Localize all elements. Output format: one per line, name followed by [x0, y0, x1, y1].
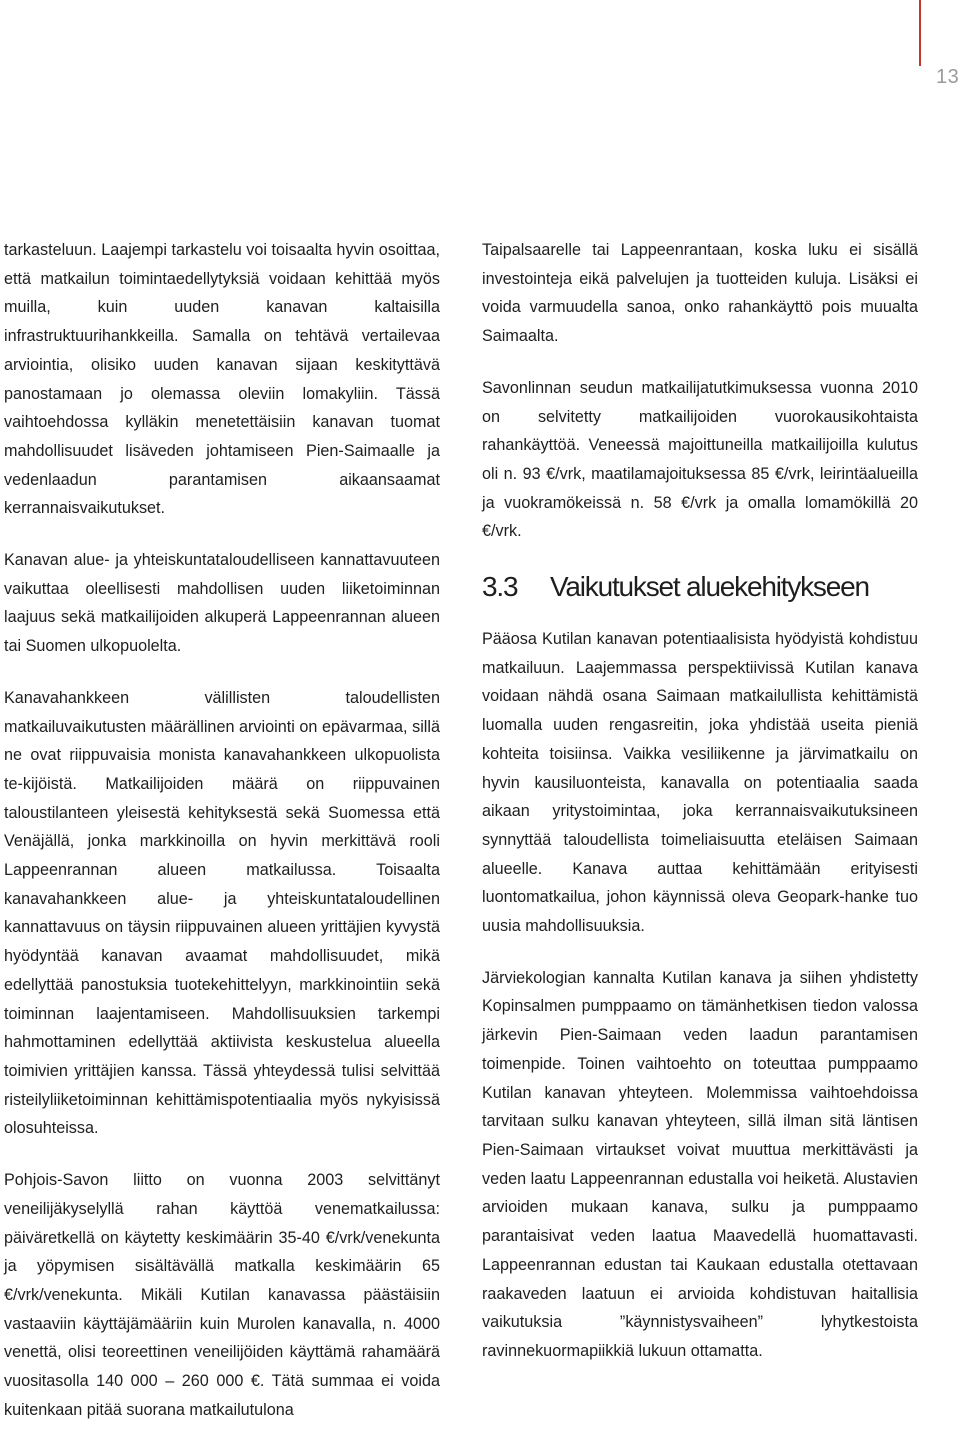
paragraph: Pääosa Kutilan kanavan potentiaalisista hyödyistä kohdistuu matkailuun. Laajemmassa perspektiivissä Kutilan kanava voidaan nähdä osana Saimaan matkailullista kehittämistä luomalla uuden rengasreitin, joka yhdistää useita pieniä kohteita toisiinsa. Vaikka vesiliikenne ja järvimatkailu on hyvin kausiluonteista, kanavalla on potentiaalia saada aikaan yritystoimintaa, joka kerrannaisvaikutuksineen synnyttää taloudellista toimeliaisuutta eteläisen Saimaan alueelle. Kanava auttaa kehittämään erityisesti luontomatkailua, johon käynnissä oleva Geopark-hanke tuo uusia mahdollisuuksia. [482, 630, 918, 936]
paragraph: Kanavahankkeen välillisten taloudellisten matkailuvaikutusten määrällinen arviointi on epävarmaa, sillä ne ovat riippuvaisia monista kanavahankkeen ulkopuolista te-kijöistä. Matkailijoiden määrä on riippuvainen taloustilanteen yleisestä kehityksestä sekä Suomessa että Venäjällä, jonka markkinoilla on hyvin merkittävä rooli Lappeenrannan alueen matkailussa. Toisaalta kanavahankkeen alue- ja yhteiskuntataloudellinen kannattavuus on täysin riippuvainen alueen yrittäjien kyvystä hyödyntää kanavan avaamat mahdollisuudet, mikä edellyttää panostuksia tuotekehittelyyn, markkinointiin sekä toiminnan laajentamiseen. Mahdollisuuksien tarkempi hahmottaminen edellyttää aktiivista keskustelua alueella toimivien yrittäjien kanssa. Tässä yhteydessä tulisi selvittää risteilyliiketoiminnan kehittämispotentiaalia myös nykyisissä olosuhteissa. [4, 688, 440, 1138]
paragraph: Pohjois-Savon liitto on vuonna 2003 selvittänyt veneilijäkyselyllä rahan käyttöä venematkailussa: päiväretkellä on käytetty keskimäärin 35-40 €/vrk/venekunta ja yöpymisen sisältävällä matkalla keskimäärin 65 €/vrk/venekunta. Mikäli Kutilan kanavassa päästäisiin vastaaviin käyttäjämääriin kuin Murolen kanavalla, n. 4000 venettä, olisi teoreettinen veneilijöiden käyttämä rahamäärä vuositasolla 140 000 – 260 000 €. Tätä summaa ei voida kuitenkaan pitää suorana matkailutulona [4, 1171, 440, 1419]
paragraph: Savonlinnan seudun matkailijatutkimuksessa vuonna 2010 on selvitetty matkailijoiden vuorokausikohtaista rahankäyttöä. Veneessä majoittuneilla matkailijoilla kulutus oli n. 93 €/vrk, maatilamajoituksessa 85 €/vrk, leirintäalueilla ja vuokramökeissä n. 58 €/vrk ja omalla lomamökillä 20 €/vrk. [482, 378, 918, 541]
right-column [482, 236, 918, 1389]
paragraph: Taipalsaarelle tai Lappeenrantaan, koska luku ei sisällä investointeja eikä palvelujen ja tuotteiden kuluja. Lisäksi ei voida varmuudella sanoa, onko rahankäyttö pois muualta Saimaalta. [482, 241, 918, 346]
paragraph: Kanavan alue- ja yhteiskuntataloudelliseen kannattavuuteen vaikuttaa oleellisesti mahdollisen uuden liiketoiminnan laajuus sekä matkailijoiden alkuperä Lappeenrannan alueen tai Suomen ulkopuolelta. [4, 551, 440, 656]
section-heading [482, 569, 918, 605]
paragraph: Järviekologian kannalta Kutilan kanava ja siihen yhdistetty Kopinsalmen pumppaamo on tämänhetkisen tiedon valossa järkevin Pien-Saimaan veden laadun parantamisen toimenpide. Toinen vaihtoehto on toteuttaa pumppaamo Kutilan kanavan yhteyteen. Molemmissa vaihtoehdoissa tarvitaan sulku kanavan yhteyteen, sillä ilman sitä läntisen Pien-Saimaan virtaukset voivat muuttua merkittävästi ja veden laatu Lappeenrannan edustalla voi heiketä. Alustavien arvioiden mukaan kanava, sulku ja pumppaamo parantaisivat veden laatua Maavedellä huomattavasti. Lappeenrannan edustan tai Kaukaan edustalla otettavaan raakaveden laatuun ei arvioida kohdistuvan haitallisia vaikutuksia ”käynnistysvaiheen” lyhytkestoista ravinnekuormapiikkiä lukuun ottamatta. [482, 968, 918, 1360]
page-accent-rule [919, 0, 921, 66]
section-number: 3.3 [482, 571, 518, 603]
left-column [4, 236, 440, 1447]
paragraph: tarkasteluun. Laajempi tarkastelu voi toisaalta hyvin osoittaa, että matkailun toimintaedellytyksiä voidaan kehittää myös muilla, kuin uuden kanavan kaltaisilla infrastruktuurihankkeilla. Samalla on tehtävä vertailevaa arviointia, olisiko uuden kanavan sijaan keskityttävä panostamaan jo olemassa oleviin lomakyliin. Tässä vaihtoehdossa kylläkin menetettäisiin kanavan tuomat mahdollisuudet lisäveden johtamiseen Pien-Saimaalle ja vedenlaadun parantamisen aikaansaamat kerrannaisvaikutukset. [4, 241, 440, 518]
section-title: Vaikutukset aluekehitykseen [550, 571, 869, 603]
page-number: 13 [936, 66, 960, 88]
